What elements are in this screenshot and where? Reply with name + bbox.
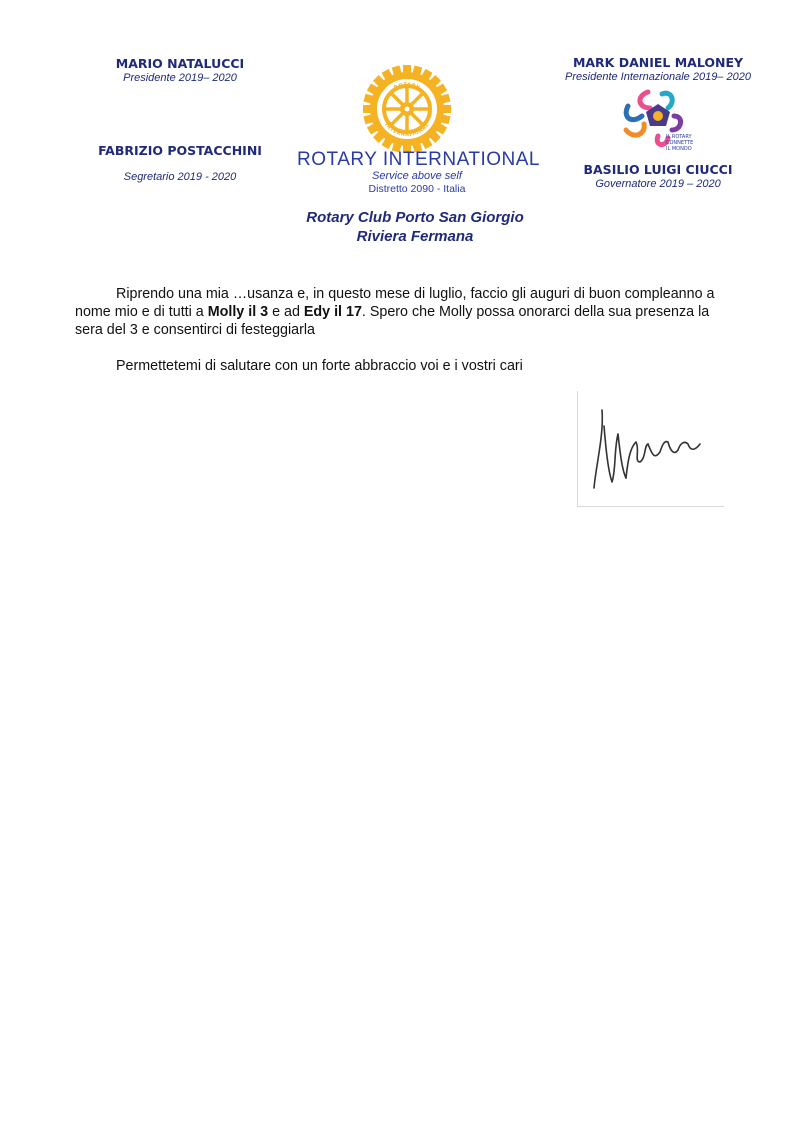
secretary-role: Segretario 2019 - 2020 [123, 171, 237, 183]
paragraph-text: . Spero che Molly possa onorarci della sua presenza la sera del 3 e consentirci di festeggiarla [75, 304, 710, 338]
svg-text:IL MONDO: IL MONDO [666, 146, 692, 152]
president-name: MARIO NATALUCCI [115, 56, 245, 71]
edy-birthday: Edy il 17 [303, 304, 362, 320]
handwritten-signature [590, 400, 710, 495]
international-president-name: MARK DANIEL MALONEY [572, 55, 744, 70]
rotary-wheel-logo [362, 64, 452, 154]
rotary-connects-the-world-logo [618, 86, 710, 156]
rotary-international-title: ROTARY INTERNATIONAL [297, 149, 540, 170]
svg-text:CONNETTE: CONNETTE [666, 140, 694, 146]
paragraph-text: Riprendo una mia …usanza e, in questo mese di luglio, faccio gli auguri di buon compleanno a nome mio e di tutti a [75, 286, 715, 320]
club-subtitle: Riviera Fermana [356, 228, 474, 245]
molly-birthday: Molly il 3 [207, 304, 269, 320]
secretary-name: FABRIZIO POSTACCHINI [98, 143, 262, 158]
paragraph-greeting: Permettetemi di salutare con un forte abbraccio voi e i vostri cari [116, 358, 523, 374]
international-president-role: Presidente Internazionale 2019– 2020 [565, 71, 751, 83]
governor-role: Governatore 2019 – 2020 [595, 178, 721, 190]
svg-text:ROTARY: ROTARY [393, 81, 421, 92]
paragraph-text: e ad [268, 304, 304, 320]
governor-name: BASILIO LUIGI CIUCCI [583, 162, 733, 177]
rotary-district: Distretto 2090 - Italia [368, 183, 466, 195]
rotary-tagline: Service above self [372, 170, 462, 182]
president-role: Presidente 2019– 2020 [123, 72, 237, 84]
paragraph-birthday [75, 285, 735, 339]
svg-text:IL ROTARY: IL ROTARY [666, 134, 692, 140]
letter-body [75, 285, 735, 375]
svg-text:INTERNATIONAL: INTERNATIONAL [383, 121, 431, 139]
club-name: Rotary Club Porto San Giorgio [306, 209, 524, 226]
